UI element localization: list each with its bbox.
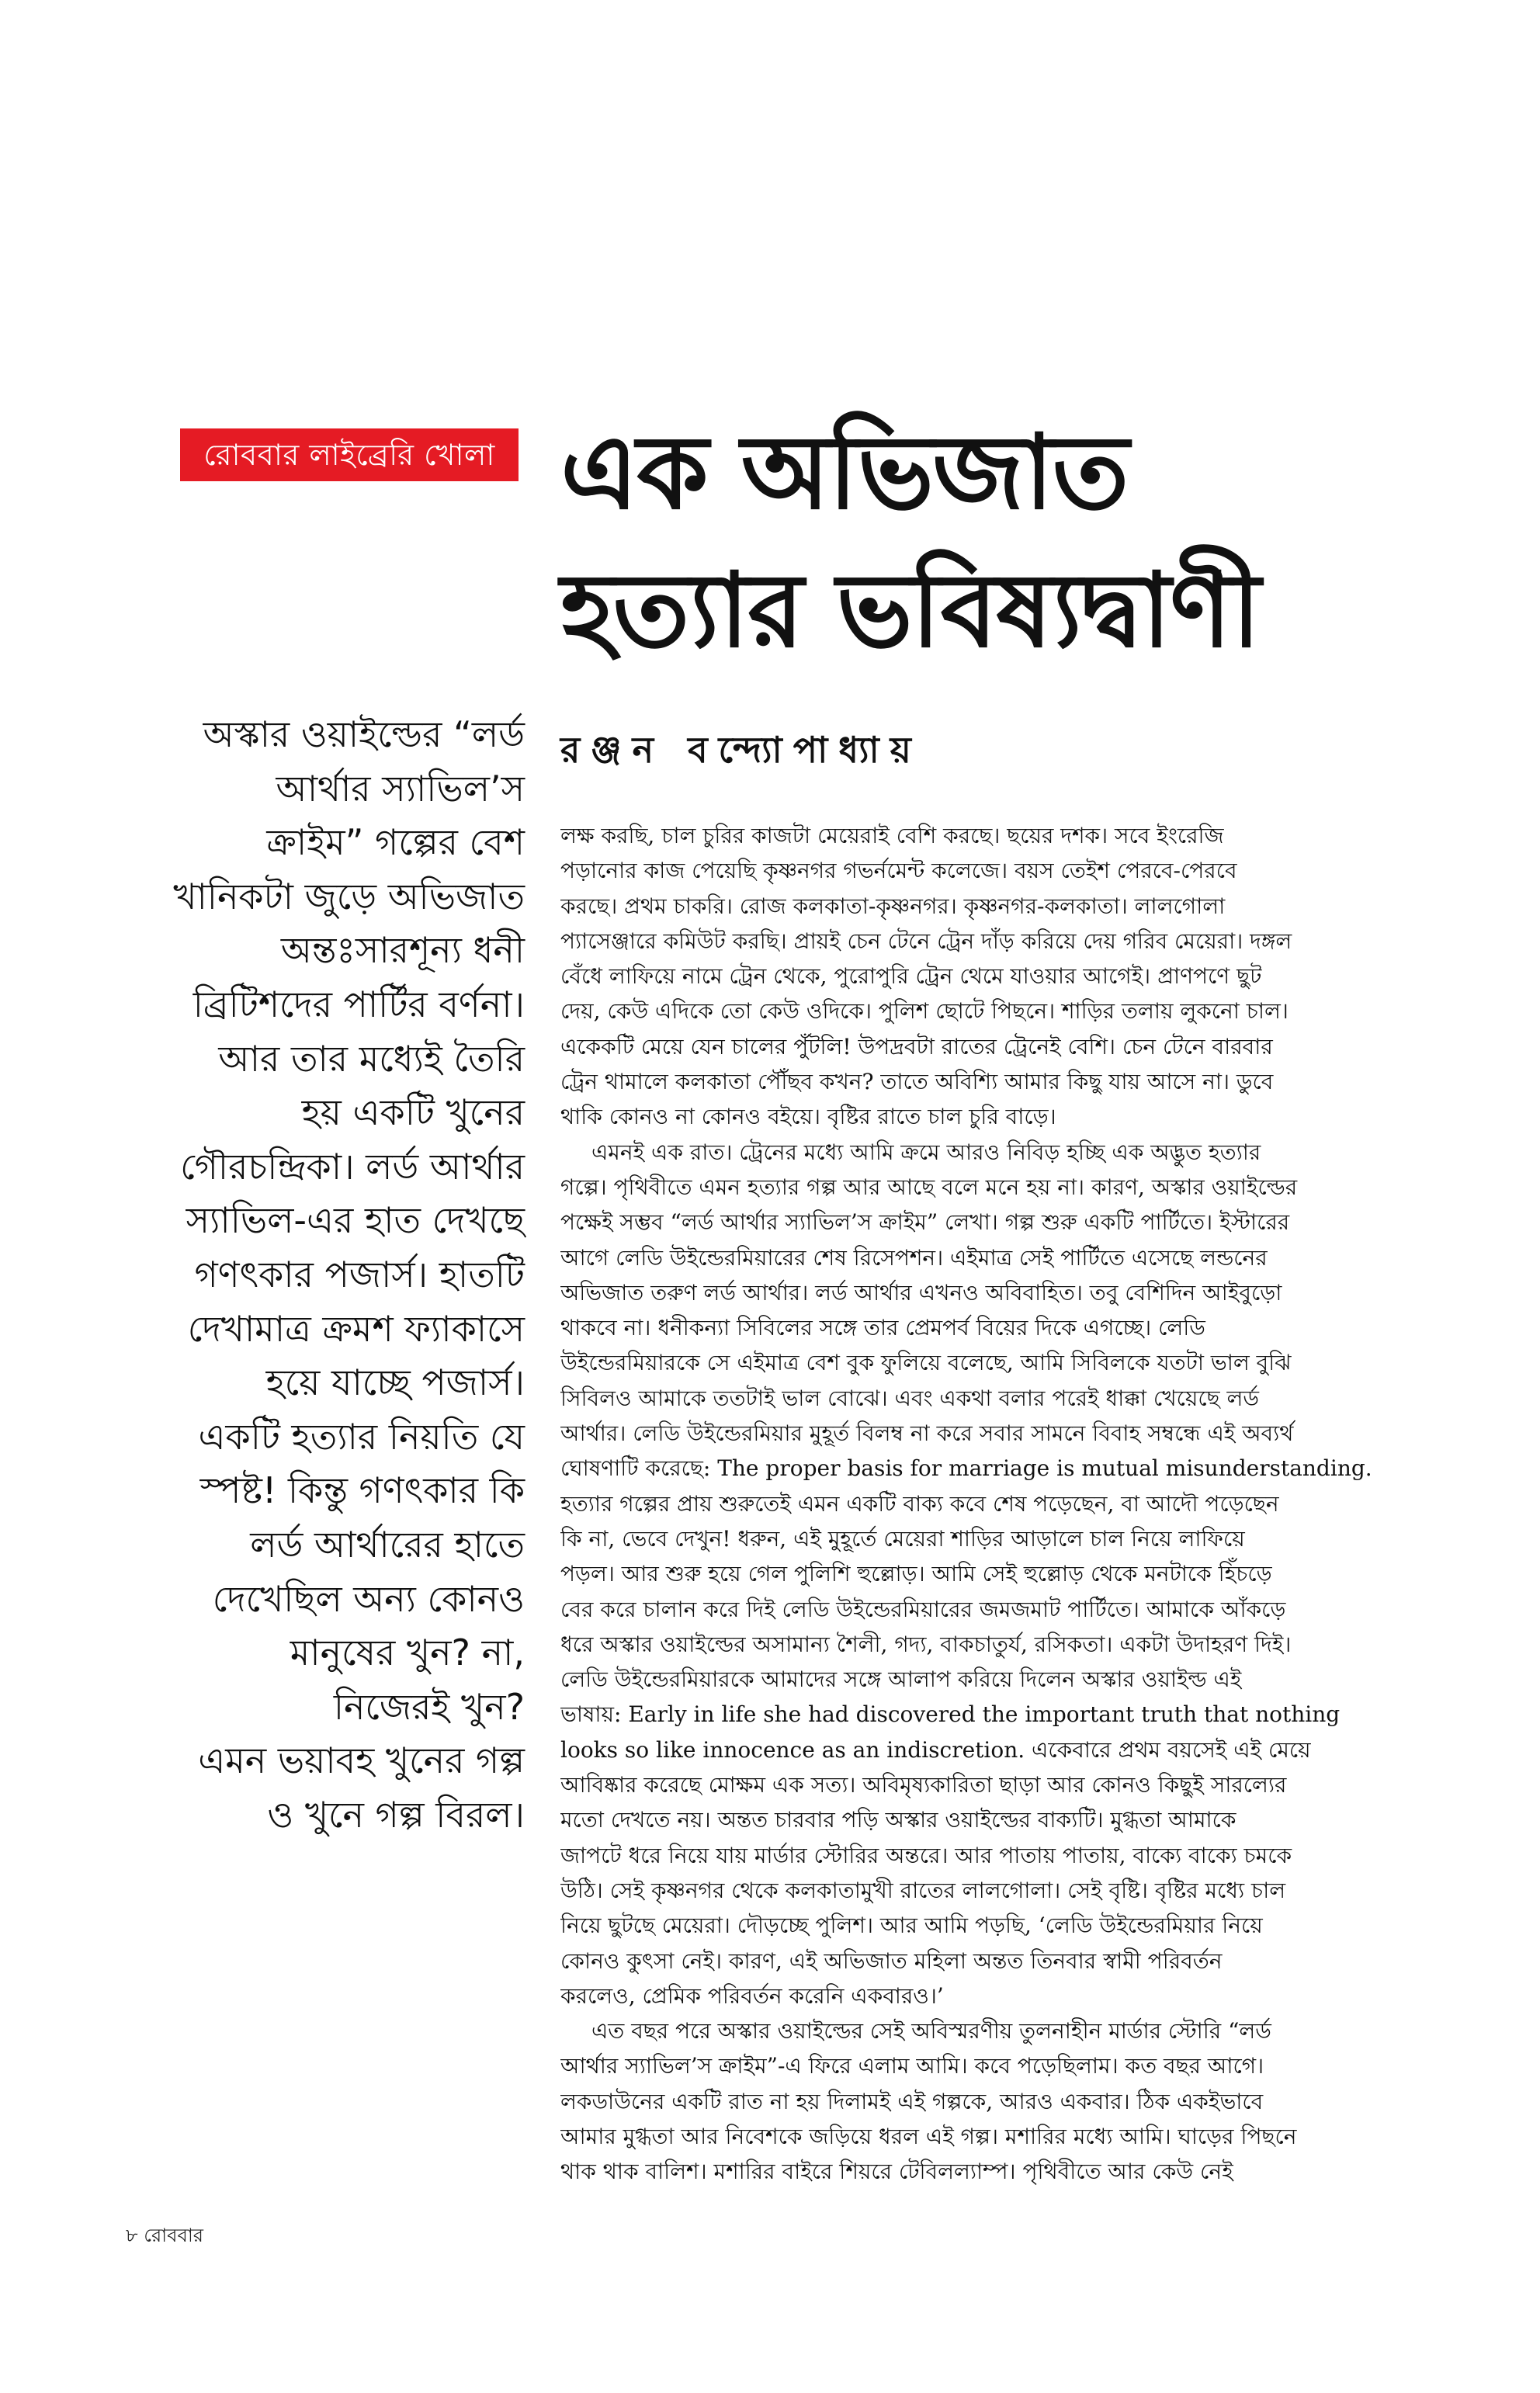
pull-quote-line: স্পষ্ট! কিন্তু গণৎকার কি xyxy=(199,1469,525,1512)
pull-quote-line: আর তার মধ্যেই তৈরি xyxy=(218,1037,525,1080)
article-line: নিয়ে ছুটছে মেয়েরা। দৌড়চ্ছে পুলিশ। আর আমি পড়ছি, ‘লেডি উইন্ডেরমিয়ার নিয়ে xyxy=(560,1913,1263,1939)
article-line: সিবিলও আমাকে ততটাই ভাল বোঝে। এবং একথা বলার পরেই ধাক্কা খেয়েছে লর্ড xyxy=(560,1385,1259,1411)
pull-quote xyxy=(124,708,525,1842)
pull-quote-line: একটি হত্যার নিয়তি যে xyxy=(198,1415,525,1458)
pull-quote-line: লর্ড আর্থারের হাতে xyxy=(250,1523,525,1566)
article-line: আর্থার স্যাভিল’স ক্রাইম”-এ ফিরে এলাম আমি। কবে পড়েছিলাম। কত বছর আগে। xyxy=(560,2053,1264,2079)
pull-quote-line: ও খুনে গল্প বিরল। xyxy=(267,1793,525,1836)
article-line: পড়ল। আর শুরু হয়ে গেল পুলিশি হুল্লোড়। আমি সেই হুল্লোড় থেকে মনটাকে হিঁচড়ে xyxy=(560,1561,1272,1587)
pull-quote-line: ক্রাইম” গল্পের বেশ xyxy=(266,821,525,864)
article-line: থাকি কোনও না কোনও বইয়ে। বৃষ্টির রাতে চাল চুরি বাড়ে। xyxy=(560,1104,1056,1130)
pull-quote-line: স্যাভিল-এর হাত দেখছে xyxy=(186,1199,525,1242)
article-line: ট্রেন থামালে কলকাতা পৌঁছব কখন? তাতে অবিশ্যি আমার কিছু যায় আসে না। ডুবে xyxy=(560,1069,1274,1095)
article-line: করলেও, প্রেমিক পরিবর্তন করেনি একবারও।’ xyxy=(560,1982,944,2009)
pull-quote-line: ব্রিটিশদের পার্টির বর্ণনা। xyxy=(192,983,525,1025)
article-line: বেঁধে লাফিয়ে নামে ট্রেন থেকে, পুরোপুরি ট্রেন থেমে যাওয়ার আগেই। প্রাণপণে ছুট xyxy=(560,963,1262,990)
article-line: প্যাসেঞ্জারে কমিউট করছি। প্রায়ই চেন টেনে ট্রেন দাঁড় করিয়ে দেয় গরিব মেয়েরা। দঙ্গল xyxy=(560,928,1292,954)
article-line: লকডাউনের একটি রাত না হয় দিলামই এই গল্পকে, আরও একবার। ঠিক একইভাবে xyxy=(560,2088,1264,2114)
article-line: ঘোষণাটি করেছে: The proper basis for marriage is mutual misunderstanding. xyxy=(560,1455,1372,1482)
article-line: কোনও কুৎসা নেই। কারণ, এই অভিজাত মহিলা অন্তত তিনবার স্বামী পরিবর্তন xyxy=(560,1947,1223,1974)
article-line: উইন্ডেরমিয়ারকে সে এইমাত্র বেশ বুক ফুলিয়ে বলেছে, আমি সিবিলকে যতটা ভাল বুঝি xyxy=(560,1350,1292,1376)
pull-quote-line: গৌরচন্দ্রিকা। লর্ড আর্থার xyxy=(180,1145,525,1188)
article-line: লক্ষ করছি, চাল চুরির কাজটা মেয়েরাই বেশি করছে। ছয়ের দশক। সবে ইংরেজি xyxy=(560,823,1224,848)
article-line: আমার মুগ্ধতা আর নিবেশকে জড়িয়ে ধরল এই গল্প। মশারির মধ্যে আমি। ঘাড়ের পিছনে xyxy=(560,2123,1297,2149)
headline-line: এক অভিজাত xyxy=(560,413,1128,532)
section-tag: রোববার লাইব্রেরি খোলা xyxy=(180,428,519,481)
pull-quote-line: নিজেরই খুন? xyxy=(333,1685,525,1728)
pull-quote-line: এমন ভয়াবহ খুনের গল্প xyxy=(198,1739,525,1782)
article-line: গল্পে। পৃথিবীতে এমন হত্যার গল্প আর আছে বলে মনে হয় না। কারণ, অস্কার ওয়াইল্ডের xyxy=(560,1174,1298,1200)
article-line: এমনই এক রাত। ট্রেনের মধ্যে আমি ক্রমে আরও নিবিড় হচ্ছি এক অদ্ভুত হত্যার xyxy=(591,1139,1261,1165)
headline xyxy=(560,404,1414,680)
pull-quote-line: হয় একটি খুনের xyxy=(301,1091,525,1134)
pull-quote-line: আর্থার স্যাভিল’স xyxy=(276,767,525,810)
article-line: কি না, ভেবে দেখুন! ধরুন, এই মুহূর্তে মেয়েরা শাড়ির আড়ালে চাল নিয়ে লাফিয়ে xyxy=(560,1525,1245,1552)
article-line: আর্থার। লেডি উইন্ডেরমিয়ার মুহূর্ত বিলম্ব না করে সবার সামনে বিবাহ সম্বন্ধে এই অব্যর্থ xyxy=(560,1420,1294,1447)
article-line: থাকবে না। ধনীকন্যা সিবিলের সঙ্গে তার প্রেমপর্ব বিয়ের দিকে এগচ্ছে। লেডি xyxy=(560,1315,1205,1341)
article-line: ধরে অস্কার ওয়াইল্ডের অসামান্য শৈলী, গদ্য, বাকচাতুর্য, রসিকতা। একটা উদাহরণ দিই। xyxy=(560,1631,1292,1657)
article-line: একেকটি মেয়ে যেন চালের পুঁটলি! উপদ্রবটা রাতের ট্রেনেই বেশি। চেন টেনে বারবার xyxy=(560,1033,1273,1060)
pull-quote-line: মানুষের খুন? না, xyxy=(290,1632,525,1674)
pull-quote-line: গণৎকার পজার্স। হাতটি xyxy=(194,1253,525,1295)
article-line: হত্যার গল্পের প্রায় শুরুতেই এমন একটি বাক্য কবে শেষ পড়েছেন, বা আদৌ পড়েছেন xyxy=(560,1490,1279,1517)
page-footer: ৮ রোববার xyxy=(126,2225,203,2246)
headline-line: হত্যার ভবিষ্যদ্বাণী xyxy=(560,551,1260,671)
pull-quote-line: হয়ে যাচ্ছে পজার্স। xyxy=(265,1361,525,1404)
article-line: looks so like innocence as an indiscretion. একেবারে প্রথম বয়সেই এই মেয়ে xyxy=(560,1736,1311,1763)
article-line: জাপটে ধরে নিয়ে যায় মার্ডার স্টোরির অন্তরে। আর পাতায় পাতায়, বাক্যে বাক্যে চমকে xyxy=(560,1842,1292,1868)
article-line: অভিজাত তরুণ লর্ড আর্থার। লর্ড আর্থার এখনও অবিবাহিত। তবু বেশিদিন আইবুড়ো xyxy=(560,1279,1282,1306)
article-line: আগে লেডি উইন্ডেরমিয়ারের শেষ রিসেপশন। এইমাত্র সেই পার্টিতে এসেছে লন্ডনের xyxy=(560,1244,1268,1271)
pull-quote-line: খানিকটা জুড়ে অভিজাত xyxy=(173,875,525,917)
pull-quote-line: অন্তঃসারশূন্য ধনী xyxy=(280,929,525,972)
article-body xyxy=(560,818,1388,2190)
article-line: ভাষায়: Early in life she had discovered the important truth that nothing xyxy=(560,1701,1341,1728)
article-line: পক্ষেই সম্ভব “লর্ড আর্থার স্যাভিল’স ক্রাইম” লেখা। গল্প শুরু একটি পার্টিতে। ইস্টারের xyxy=(560,1209,1290,1236)
article-line: আবিষ্কার করেছে মোক্ষম এক সত্য। অবিমৃষ্যকারিতা ছাড়া আর কোনও কিছুই সারল্যের xyxy=(560,1772,1287,1798)
byline: রঞ্জন বন্দ্যোপাধ্যায় xyxy=(560,729,922,771)
pull-quote-line: দেখামাত্র ক্রমশ ফ্যাকাসে xyxy=(187,1307,525,1350)
article-line: এত বছর পরে অস্কার ওয়াইল্ডের সেই অবিস্মরণীয় তুলনাহীন মার্ডার স্টোরি “লর্ড xyxy=(591,2018,1271,2044)
pull-quote-line: দেখেছিল অন্য কোনও xyxy=(212,1577,525,1620)
article-line: মতো দেখতে নয়। অন্তত চারবার পড়ি অস্কার ওয়াইল্ডের বাক্যটি। মুগ্ধতা আমাকে xyxy=(560,1807,1237,1833)
article-line: উঠি। সেই কৃষ্ণনগর থেকে কলকাতামুখী রাতের লালগোলা। সেই বৃষ্টি। বৃষ্টির মধ্যে চাল xyxy=(560,1877,1286,1903)
article-line: দেয়, কেউ এদিকে তো কেউ ওদিকে। পুলিশ ছোটে পিছনে। শাড়ির তলায় লুকনো চাল। xyxy=(560,998,1289,1025)
article-line: বের করে চালান করে দিই লেডি উইন্ডেরমিয়ারের জমজমাট পার্টিতে। আমাকে আঁকড়ে xyxy=(560,1596,1286,1622)
article-line: করছে। প্রথম চাকরি। রোজ কলকাতা-কৃষ্ণনগর। কৃষ্ণনগর-কলকাতা। লালগোলা xyxy=(560,893,1226,919)
article-line: লেডি উইন্ডেরমিয়ারকে আমাদের সঙ্গে আলাপ করিয়ে দিলেন অস্কার ওয়াইল্ড এই xyxy=(560,1666,1242,1693)
pull-quote-line: অস্কার ওয়াইল্ডের “লর্ড xyxy=(203,713,525,755)
article-line: থাক থাক বালিশ। মশারির বাইরে শিয়রে টেবিলল্যাম্প। পৃথিবীতে আর কেউ নেই xyxy=(560,2159,1233,2185)
article-line: পড়ানোর কাজ পেয়েছি কৃষ্ণনগর গভর্নমেন্ট কলেজে। বয়স তেইশ পেরবে-পেরবে xyxy=(560,858,1237,884)
